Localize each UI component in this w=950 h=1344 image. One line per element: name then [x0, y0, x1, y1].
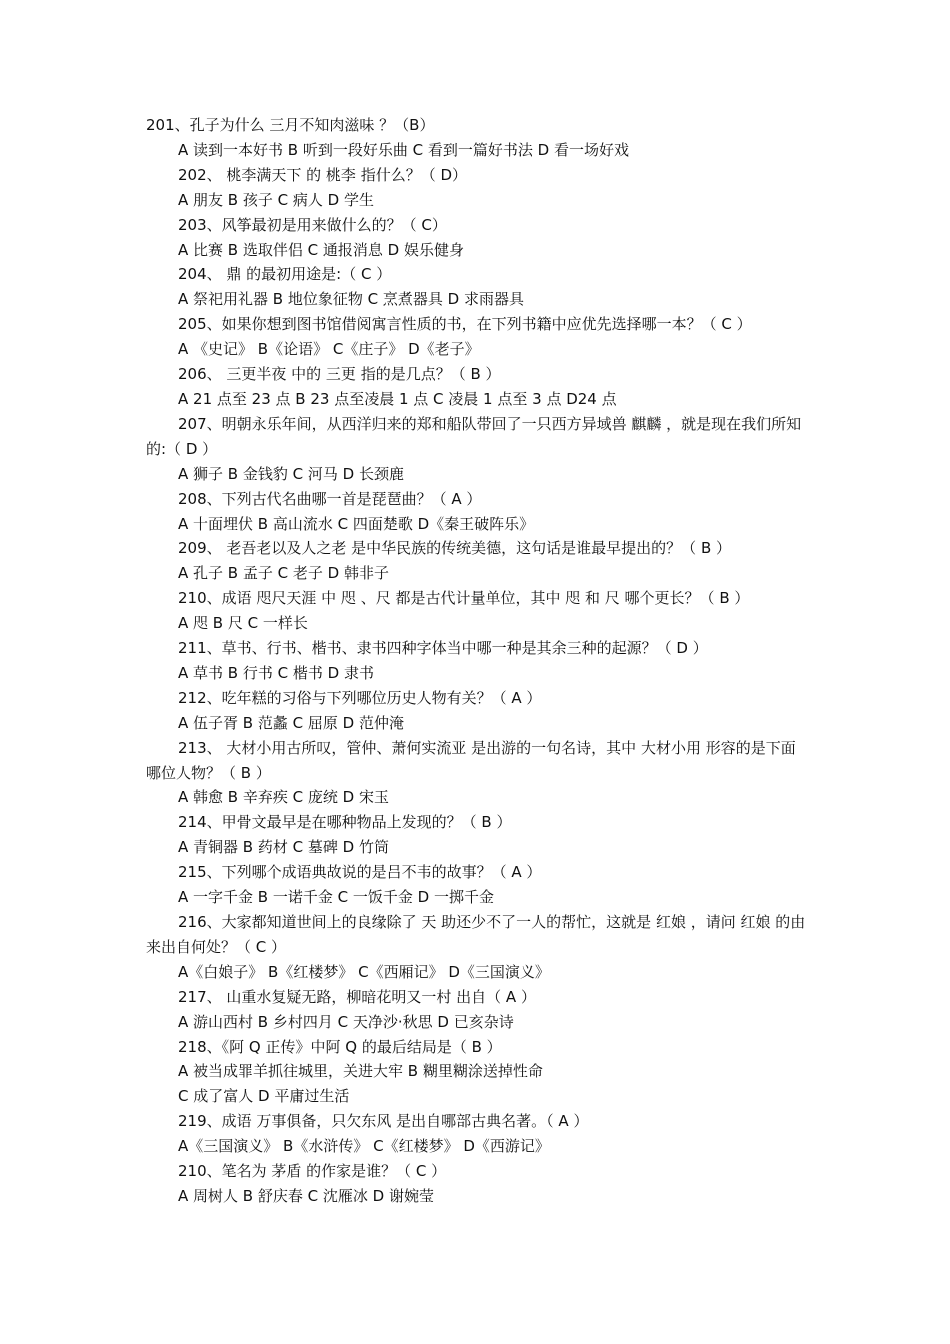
question-text: 206、 三更半夜 中的 三更 指的是几点？（ B ） — [178, 365, 501, 384]
answer-options: A 十面埋伏 B 高山流水 C 四面楚歌 D《秦王破阵乐》 — [178, 514, 535, 533]
answer-options: A 咫 B 尺 C 一样长 — [178, 614, 308, 633]
question-text: 201、孔子为什么 三月不知肉滋味 ？（B） — [146, 116, 435, 134]
question-text: 219、成语 万事俱备，只欠东风 是出自哪部古典名著。（ A ） — [178, 1112, 589, 1131]
answer-options: A 读到一本好书 B 听到一段好乐曲 C 看到一篇好书法 D 看一场好戏 — [178, 140, 629, 159]
answer-options: A 祭祀用礼器 B 地位象征物 C 烹煮器具 D 求雨器具 — [178, 290, 524, 309]
question-list — [146, 113, 810, 1209]
answer-options: A 游山西村 B 乡村四月 C 天净沙·秋思 D 已亥杂诗 — [178, 1012, 514, 1031]
answer-options: A 狮子 B 金钱豹 C 河马 D 长颈鹿 — [178, 464, 404, 483]
answer-options: C 成了富人 D 平庸过生活 — [178, 1087, 350, 1106]
answer-options: A 草书 B 行书 C 楷书 D 隶书 — [178, 663, 374, 682]
answer-options: A 孔子 B 孟子 C 老子 D 韩非子 — [178, 564, 389, 583]
answer-options: A 朋友 B 孩子 C 病人 D 学生 — [178, 190, 374, 209]
answer-options: A 伍子胥 B 范蠡 C 屈原 D 范仲淹 — [178, 713, 404, 732]
question-text: 209、 老吾老以及人之老 是中华民族的传统美德，这句话是谁最早提出的？（ B ） — [178, 539, 731, 558]
answer-options: A 比赛 B 选取伴侣 C 通报消息 D 娱乐健身 — [178, 240, 464, 259]
answer-options: A 被当成罪羊抓往城里，关进大牢 B 糊里糊涂送掉性命 — [178, 1062, 543, 1081]
answer-options: A 《史记》 B《论语》 C《庄子》 D《老子》 — [178, 340, 480, 359]
question-text: 210、成语 咫尺天涯 中 咫 、尺 都是古代计量单位，其中 咫 和 尺 哪个更长？（ B ） — [178, 589, 750, 608]
answer-options: A 韩愈 B 辛弃疾 C 庞统 D 宋玉 — [178, 788, 389, 807]
answer-options: A《三国演义》 B《水浒传》 C《红楼梦》 D《西游记》 — [178, 1137, 550, 1156]
question-text: 214、甲骨文最早是在哪种物品上发现的？（ B ） — [178, 813, 512, 832]
answer-options: A 一字千金 B 一诺千金 C 一饭千金 D 一掷千金 — [178, 888, 494, 907]
question-text: 203、风筝最初是用来做什么的？（ C） — [178, 215, 447, 234]
question-text: 210、笔名为 茅盾 的作家是谁？（ C ） — [178, 1162, 447, 1181]
answer-options: A 青铜器 B 药材 C 墓碑 D 竹筒 — [178, 838, 389, 857]
question-text: 213、 大材小用古所叹，管仲、萧何实流亚 是出游的一句名诗，其中 大材小用 形容的是下面哪位人物？（ B ） — [146, 738, 796, 782]
question-text: 216、大家都知道世间上的良缘除了 天 助还少不了一人的帮忙，这就是 红娘 ，请问 红娘 的由来出自何处？（ C ） — [146, 913, 806, 956]
answer-options: A 21 点至 23 点 B 23 点至凌晨 1 点 C 凌晨 1 点至 3 点 D24 点 — [178, 389, 617, 408]
question-text: 211、草书、行书、楷书、隶书四种字体当中哪一种是其余三种的起源？（ D ） — [178, 639, 708, 658]
question-text: 204、 鼎 的最初用途是:（ C ） — [178, 265, 392, 284]
question-text: 208、下列古代名曲哪一首是琵琶曲？（ A ） — [178, 489, 482, 508]
question-text: 207、明朝永乐年间，从西洋归来的郑和船队带回了一只西方异域兽 麒麟 ，就是现在我们所知的:（ D ） — [146, 414, 802, 458]
question-text: 212、吃年糕的习俗与下列哪位历史人物有关？（ A ） — [178, 688, 542, 707]
question-text: 205、如果你想到图书馆借阅寓言性质的书，在下列书籍中应优先选择哪一本？（ C ） — [178, 315, 752, 334]
answer-options: A《白娘子》 B《红楼梦》 C《西厢记》 D《三国演义》 — [178, 962, 550, 981]
question-text: 217、 山重水复疑无路，柳暗花明又一村 出自（ A ） — [178, 987, 536, 1006]
question-text: 218、《阿 Q 正传》中阿 Q 的最后结局是（ B ） — [178, 1037, 502, 1056]
answer-options: A 周树人 B 舒庆春 C 沈雁冰 D 谢婉莹 — [178, 1186, 434, 1205]
question-text: 202、 桃李满天下 的 桃李 指什么？（ D） — [178, 165, 468, 184]
question-text: 215、下列哪个成语典故说的是吕不韦的故事？（ A ） — [178, 863, 542, 882]
